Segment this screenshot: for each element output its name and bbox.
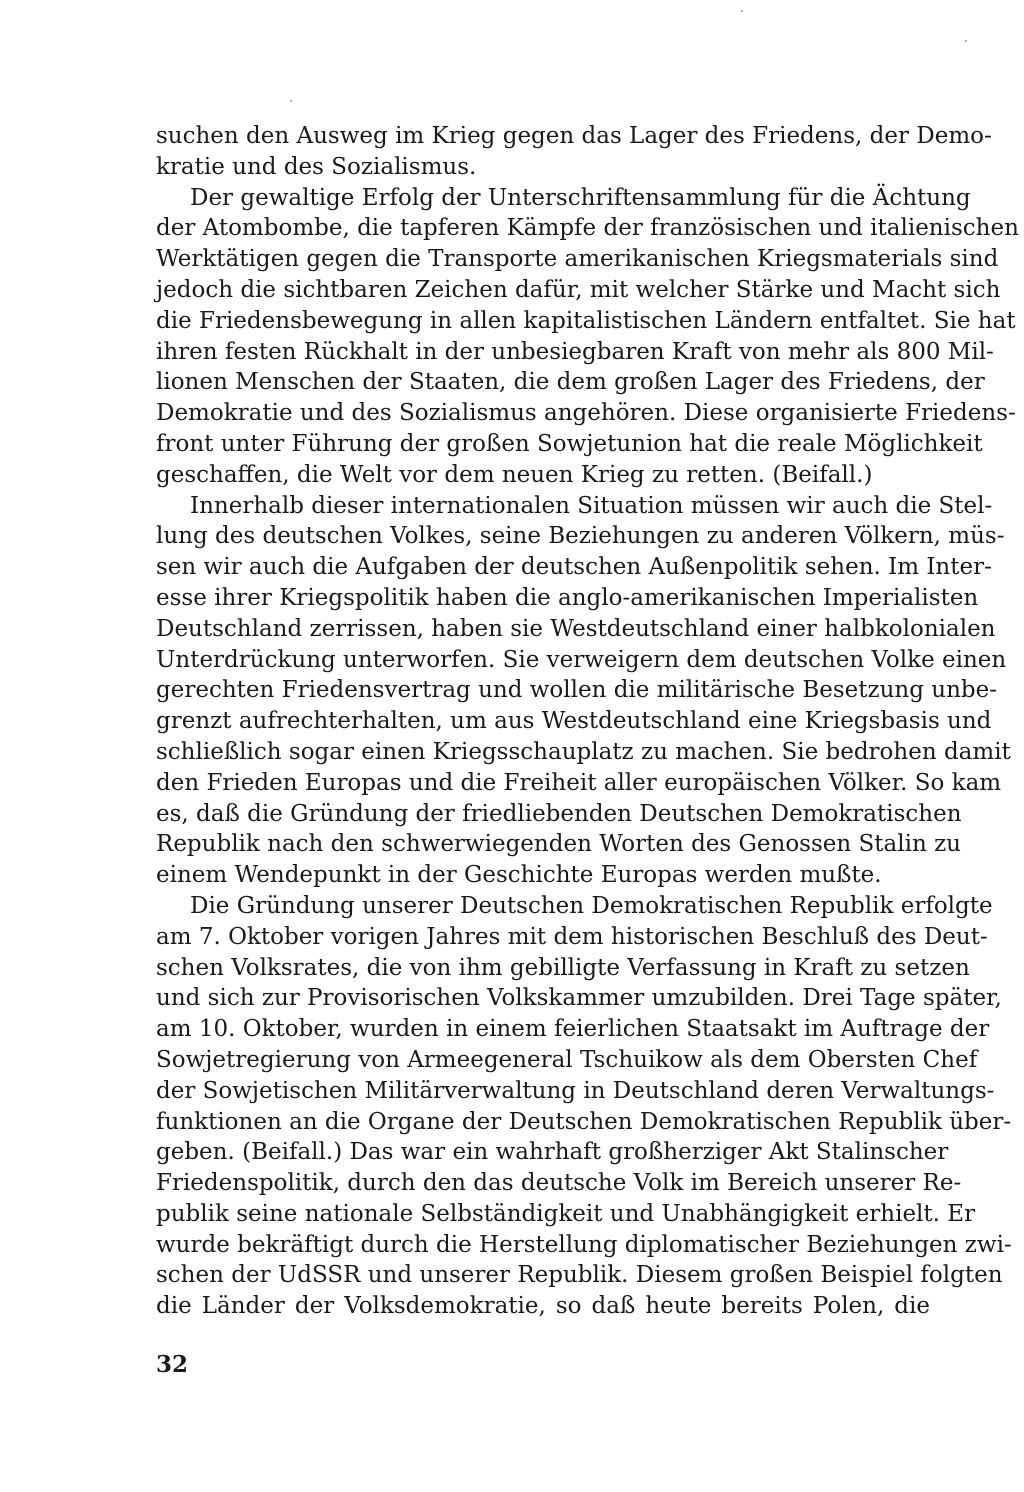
text-line: Demokratie und des Sozialismus angehören. Diese organisierte Friedens- — [156, 400, 1016, 427]
text-line: schen der UdSSR und unserer Republik. Diesem großen Beispiel folgten — [156, 1262, 1003, 1289]
text-line: suchen den Ausweg im Krieg gegen das Lager des Friedens, der Demo- — [156, 123, 992, 149]
text-line: die Friedensbewegung in allen kapitalistischen Ländern entfaltet. Sie hat — [156, 307, 1016, 334]
text-line: Der gewaltige Erfolg der Unterschriftensammlung für die Ächtung — [190, 184, 971, 211]
text-line: ihren festen Rückhalt in der unbesiegbaren Kraft von mehr als 800 Mil- — [156, 338, 994, 365]
paragraph — [156, 121, 992, 183]
text-line: den Frieden Europas und die Freiheit aller europäischen Völker. So kam — [156, 769, 1002, 796]
paragraph — [156, 183, 1019, 491]
text-line: Friedenspolitik, durch den das deutsche Volk im Bereich unserer Re- — [156, 1170, 962, 1197]
page-number: 32 — [156, 1351, 189, 1378]
text-line: am 10. Oktober, wurden in einem feierlichen Staatsakt im Auftrage der — [156, 1016, 990, 1043]
text-line: Werktätigen gegen die Transporte amerikanischen Kriegsmaterials sind — [156, 246, 999, 273]
text-line: grenzt aufrechterhalten, um aus Westdeutschland eine Kriegsbasis und — [156, 708, 992, 735]
text-line: sen wir auch die Aufgaben der deutschen Außenpolitik sehen. Im Inter- — [156, 554, 992, 581]
text-line: kratie und des Sozialismus. — [156, 153, 477, 180]
text-line: funktionen an die Organe der Deutschen Demokratischen Republik über- — [156, 1108, 1012, 1135]
text-line: lionen Menschen der Staaten, die dem großen Lager des Friedens, der — [156, 369, 985, 396]
text-line: Unterdrückung unterworfen. Sie verweigern dem deutschen Volke einen — [156, 646, 1007, 673]
text-line: geschaffen, die Welt vor dem neuen Krieg zu retten. (Beifall.) — [156, 461, 873, 488]
paper-speck — [290, 100, 292, 102]
text-line: Republik nach den schwerwiegenden Worten des Genossen Stalin zu — [156, 831, 961, 858]
text-line: am 7. Oktober vorigen Jahres mit dem historischen Beschluß des Deut- — [156, 923, 988, 950]
text-line: und sich zur Provisorischen Volkskammer umzubilden. Drei Tage später, — [156, 985, 1002, 1012]
text-line: Deutschland zerrissen, haben sie Westdeutschland einer halbkolonialen — [156, 615, 996, 642]
paragraph — [156, 491, 1011, 891]
text-line: gerechten Friedensvertrag und wollen die militärische Besetzung unbe- — [156, 677, 997, 704]
body-text — [156, 121, 1019, 1322]
text-line: Sowjetregierung von Armeegeneral Tschuikow als dem Obersten Chef — [156, 1046, 978, 1073]
text-line: Die Gründung unserer Deutschen Demokratischen Republik erfolgte — [190, 892, 993, 919]
paper-speck — [965, 40, 967, 42]
text-line: jedoch die sichtbaren Zeichen dafür, mit welcher Stärke und Macht sich — [156, 276, 1001, 303]
text-line: esse ihrer Kriegspolitik haben die anglo-amerikanischen Imperialisten — [156, 584, 979, 611]
text-line: schen Volksrates, die von ihm gebilligte Verfassung in Kraft zu setzen — [156, 954, 970, 981]
paper-speck — [741, 10, 743, 12]
text-line: der Sowjetischen Militärverwaltung in Deutschland deren Verwaltungs- — [156, 1077, 995, 1104]
text-line: front unter Führung der großen Sowjetunion hat die reale Möglichkeit — [156, 430, 983, 457]
paragraph — [156, 891, 1012, 1322]
text-line: wurde bekräftigt durch die Herstellung diplomatischer Beziehungen zwi- — [156, 1231, 1012, 1258]
text-line: einem Wendepunkt in der Geschichte Europas werden mußte. — [156, 862, 882, 889]
text-line: lung des deutschen Volkes, seine Beziehungen zu anderen Völkern, müs- — [156, 523, 1005, 550]
text-line: publik seine nationale Selbständigkeit und Unabhängigkeit erhielt. Er — [156, 1200, 976, 1227]
text-line: es, daß die Gründung der friedliebenden Deutschen Demokratischen — [156, 800, 962, 827]
text-line: der Atombombe, die tapferen Kämpfe der französischen und italienischen — [156, 215, 1019, 242]
text-line: die Länder der Volksdemokratie, so daß heute bereits Polen, die — [156, 1293, 930, 1320]
text-line: Innerhalb dieser internationalen Situation müssen wir auch die Stel- — [190, 492, 993, 519]
text-line: geben. (Beifall.) Das war ein wahrhaft großherziger Akt Stalinscher — [156, 1139, 949, 1166]
text-line: schließlich sogar einen Kriegsschauplatz zu machen. Sie bedrohen damit — [156, 738, 1011, 765]
